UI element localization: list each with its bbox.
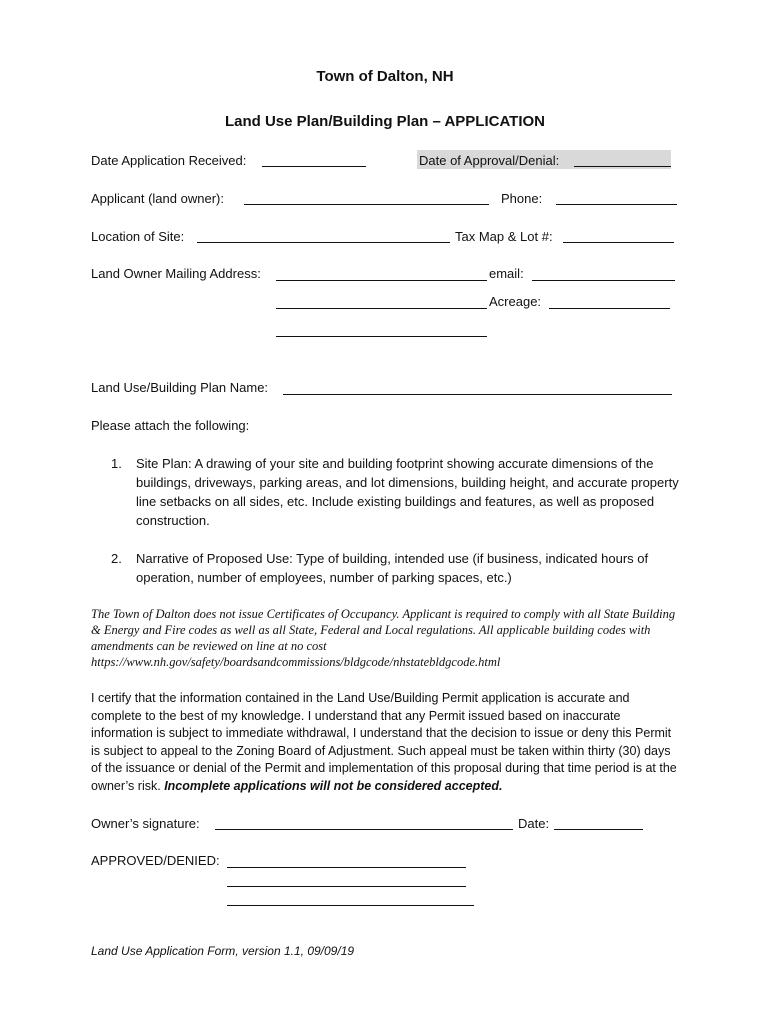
mailing-address-field-1[interactable] — [276, 280, 487, 281]
acreage-field[interactable] — [549, 308, 670, 309]
attach-heading: Please attach the following: — [91, 418, 250, 433]
list-item-text: Narrative of Proposed Use: Type of building, intended use (if business, indicated hours of operation, number of employees, number of parking spaces, etc.) — [136, 551, 649, 585]
date-approval-label: Date of Approval/Denial: — [419, 153, 560, 168]
approved-denied-field-1[interactable] — [227, 867, 466, 868]
date-received-label: Date Application Received: — [91, 153, 247, 168]
plan-name-label: Land Use/Building Plan Name: — [91, 380, 269, 395]
tax-map-field[interactable] — [563, 242, 674, 243]
mailing-address-label: Land Owner Mailing Address: — [91, 266, 261, 281]
list-item-text: Site Plan: A drawing of your site and building footprint showing accurate dimensions of the buildings, driveways, parking areas, and lot dimensions, building height, and accurate property line setbacks on all sides, etc. Include existing buildings and features, as well as proposed construction. — [136, 456, 679, 528]
applicant-field[interactable] — [244, 204, 489, 205]
list-item — [111, 549, 681, 587]
phone-field[interactable] — [556, 204, 677, 205]
location-label: Location of Site: — [91, 229, 185, 244]
date-approval-field[interactable] — [574, 166, 671, 167]
location-field[interactable] — [197, 242, 450, 243]
approved-denied-field-2[interactable] — [227, 886, 466, 887]
owner-signature-label: Owner’s signature: — [91, 816, 200, 831]
applicant-label: Applicant (land owner): — [91, 191, 224, 206]
plan-name-field[interactable] — [283, 394, 672, 395]
codes-notice: The Town of Dalton does not issue Certificates of Occupancy. Applicant is required to comply with all State Building & Energy and Fire codes as well as all State, Federal and Local regulations. All applicable building codes with amendments can be reviewed on line at no cost https://www.nh.gov/safety/boardsandcommissions/bldgcode/nhstatebldgcode.html — [91, 607, 676, 669]
signature-date-field[interactable] — [554, 829, 643, 830]
email-label: email: — [489, 266, 524, 281]
date-received-field[interactable] — [262, 166, 366, 167]
form-version-footer: Land Use Application Form, version 1.1, 09/09/19 — [91, 944, 355, 958]
certification-emphasis: Incomplete applications will not be considered accepted. — [164, 778, 503, 793]
approved-denied-label: APPROVED/DENIED: — [91, 853, 220, 868]
signature-date-label: Date: — [518, 816, 550, 831]
certification-text: I certify that the information contained in the Land Use/Building Permit application is accurate and complete to the best of my knowledge. I understand that any Permit issued based on inaccurate information is subject to immediate withdrawal, I understand that the decision to issue or deny this Permit is subject to appeal to the Zoning Board of Adjustment. Such appeal must be taken within thirty (30) days of the issuance or denial of the Permit and implementation of this proposal during that time period is at the owner’s risk. — [91, 691, 677, 793]
certification-paragraph — [91, 690, 681, 795]
list-item — [111, 454, 681, 530]
list-item-number: 1. — [111, 456, 122, 471]
email-field[interactable] — [532, 280, 675, 281]
owner-signature-field[interactable] — [215, 829, 513, 830]
tax-map-label: Tax Map & Lot #: — [455, 229, 553, 244]
acreage-label: Acreage: — [489, 294, 542, 309]
town-heading: Town of Dalton, NH — [316, 68, 454, 85]
form-title: Land Use Plan/Building Plan – APPLICATION — [224, 113, 546, 130]
list-item-number: 2. — [111, 551, 122, 566]
approved-denied-field-3[interactable] — [227, 905, 474, 906]
mailing-address-field-3[interactable] — [276, 336, 487, 337]
phone-label: Phone: — [501, 191, 543, 206]
mailing-address-field-2[interactable] — [276, 308, 487, 309]
